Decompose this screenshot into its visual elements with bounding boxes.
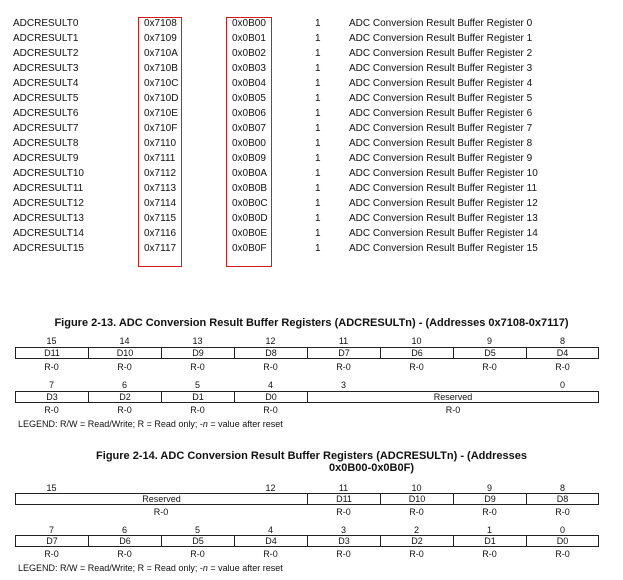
- bit-number: 11: [338, 483, 349, 493]
- register-name: ADCRESULT11: [13, 183, 84, 194]
- register-address: 0x7113: [144, 183, 177, 194]
- register-size: 1: [315, 108, 321, 119]
- bit-number: 12: [265, 483, 276, 493]
- register-address-alt: 0x0B04: [232, 78, 266, 89]
- access-type: R-0: [555, 362, 570, 372]
- register-address: 0x7116: [144, 228, 177, 239]
- bit-number: 0: [559, 525, 565, 535]
- access-type: R-0: [153, 507, 169, 517]
- register-description: ADC Conversion Result Buffer Register 13: [349, 213, 538, 224]
- register-size: 1: [315, 63, 321, 74]
- bit-field: D3: [308, 536, 381, 546]
- access-type: R-0: [117, 362, 132, 372]
- access-type: R-0: [44, 362, 59, 372]
- register-size: 1: [315, 123, 321, 134]
- bit-number: 7: [48, 525, 54, 535]
- register-address-alt: 0x0B0A: [232, 168, 268, 179]
- register-name: ADCRESULT15: [13, 243, 84, 254]
- register-description: ADC Conversion Result Buffer Register 9: [349, 153, 533, 164]
- bit-number: 15: [46, 336, 57, 346]
- register-address: 0x710F: [144, 123, 178, 134]
- bit-number: 10: [411, 336, 422, 346]
- register-description: ADC Conversion Result Buffer Register 5: [349, 93, 533, 104]
- table-row: [0, 108, 623, 123]
- bit-number: 4: [267, 380, 273, 390]
- access-type: R-0: [44, 549, 59, 559]
- bit-number: 2: [413, 525, 419, 535]
- register-name: ADCRESULT0: [13, 18, 79, 29]
- register-address-alt: 0x0B01: [232, 33, 266, 44]
- bit-number: 9: [486, 483, 492, 493]
- register-address-alt: 0x0B0C: [232, 198, 268, 209]
- register-size: 1: [315, 198, 321, 209]
- bit-field: D9: [454, 494, 527, 504]
- register-size: 1: [315, 168, 321, 179]
- register-address: 0x7109: [144, 33, 177, 44]
- register-size: 1: [315, 93, 321, 104]
- register-description: ADC Conversion Result Buffer Register 2: [349, 48, 533, 59]
- bitfield-row: [15, 535, 599, 547]
- bit-field: D2: [381, 536, 454, 546]
- access-type: R-0: [263, 405, 278, 415]
- access-type: R-0: [117, 549, 132, 559]
- register-address: 0x7110: [144, 138, 177, 149]
- register-address-alt: 0x0B02: [232, 48, 266, 59]
- register-address-alt: 0x0B05: [232, 93, 266, 104]
- figure-2-14-title: Figure 2-14. ADC Conversion Result Buffer Registers (ADCRESULTn) - (Addresses: [96, 450, 527, 462]
- bit-field: D0: [235, 392, 308, 402]
- register-size: 1: [315, 153, 321, 164]
- register-description: ADC Conversion Result Buffer Register 15: [349, 243, 538, 254]
- bit-field: D7: [16, 536, 89, 546]
- access-type: R-0: [190, 405, 205, 415]
- register-name: ADCRESULT4: [13, 78, 79, 89]
- bit-number: 5: [194, 525, 200, 535]
- bit-number: 0: [559, 380, 565, 390]
- register-size: 1: [315, 78, 321, 89]
- register-description: ADC Conversion Result Buffer Register 12: [349, 198, 538, 209]
- register-address: 0x710A: [144, 48, 178, 59]
- register-name: ADCRESULT10: [13, 168, 84, 179]
- figure-2-13-legend: LEGEND: R/W = Read/Write; R = Read only; -n = value after reset: [18, 419, 283, 429]
- bit-field: D10: [381, 494, 454, 504]
- table-row: [0, 78, 623, 93]
- access-type: R-0: [409, 362, 424, 372]
- table-row: [0, 198, 623, 213]
- bit-number: 9: [486, 336, 492, 346]
- access-type: R-0: [409, 549, 424, 559]
- register-name: ADCRESULT1: [13, 33, 79, 44]
- register-name: ADCRESULT2: [13, 48, 79, 59]
- register-description: ADC Conversion Result Buffer Register 14: [349, 228, 538, 239]
- register-description: ADC Conversion Result Buffer Register 3: [349, 63, 533, 74]
- register-address-alt: 0x0B0E: [232, 228, 268, 239]
- bit-field: D11: [16, 348, 89, 358]
- bitfield-row: [15, 347, 599, 359]
- register-name: ADCRESULT9: [13, 153, 79, 164]
- register-name: ADCRESULT13: [13, 213, 84, 224]
- table-row: [0, 63, 623, 78]
- access-type: R-0: [409, 507, 424, 517]
- access-type: R-0: [555, 507, 570, 517]
- register-address: 0x710B: [144, 63, 178, 74]
- bit-number: 8: [559, 483, 565, 493]
- access-type: R-0: [190, 362, 205, 372]
- access-type: R-0: [482, 507, 497, 517]
- bitfield-row: [15, 391, 599, 403]
- register-name: ADCRESULT12: [13, 198, 84, 209]
- table-row: [0, 183, 623, 198]
- register-size: 1: [315, 228, 321, 239]
- register-address: 0x710C: [144, 78, 179, 89]
- register-name: ADCRESULT7: [13, 123, 79, 134]
- table-row: [0, 168, 623, 183]
- table-row: [0, 93, 623, 108]
- register-address-alt: 0x0B07: [232, 123, 266, 134]
- bit-number: 6: [121, 380, 127, 390]
- access-type: R-0: [336, 549, 351, 559]
- bit-field: D6: [89, 536, 162, 546]
- register-description: ADC Conversion Result Buffer Register 11: [349, 183, 538, 194]
- bit-number: 7: [48, 380, 54, 390]
- bit-field: D1: [454, 536, 527, 546]
- register-description: ADC Conversion Result Buffer Register 0: [349, 18, 533, 29]
- register-size: 1: [315, 33, 321, 44]
- register-address-alt: 0x0B00: [232, 18, 266, 29]
- register-name: ADCRESULT3: [13, 63, 79, 74]
- reserved-field: Reserved: [433, 392, 473, 402]
- bit-number: 3: [340, 380, 346, 390]
- bit-field: D2: [89, 392, 162, 402]
- bit-field: D6: [381, 348, 454, 358]
- access-type: R-0: [263, 362, 278, 372]
- access-type: R-0: [445, 405, 461, 415]
- bit-field: D4: [556, 348, 569, 358]
- reserved-field: Reserved: [16, 494, 308, 504]
- bit-number: 12: [265, 336, 276, 346]
- register-name: ADCRESULT14: [13, 228, 84, 239]
- register-address-alt: 0x0B09: [232, 153, 266, 164]
- table-row: [0, 33, 623, 48]
- register-name: ADCRESULT5: [13, 93, 79, 104]
- table-row: [0, 243, 623, 258]
- register-address: 0x710E: [144, 108, 178, 119]
- register-address-alt: 0x0B06: [232, 108, 266, 119]
- access-type: R-0: [482, 362, 497, 372]
- bit-number: 15: [46, 483, 57, 493]
- figure-2-13-title: Figure 2-13. ADC Conversion Result Buffer Registers (ADCRESULTn) - (Addresses 0x7108-0x7117): [54, 317, 569, 329]
- table-row: [0, 138, 623, 153]
- bit-field: D0: [556, 536, 569, 546]
- access-type: R-0: [482, 549, 497, 559]
- table-row: [0, 123, 623, 138]
- bit-field: D11: [308, 494, 381, 504]
- bit-field: D10: [89, 348, 162, 358]
- register-size: 1: [315, 18, 321, 29]
- table-row: [0, 48, 623, 63]
- register-address-alt: 0x0B0F: [232, 243, 267, 254]
- register-address: 0x7115: [144, 213, 177, 224]
- bit-field: D5: [162, 536, 235, 546]
- bit-field: D8: [556, 494, 569, 504]
- bit-field: D7: [308, 348, 381, 358]
- figure-2-14-title-cont: 0x0B00-0x0B0F): [329, 462, 414, 474]
- access-type: R-0: [44, 405, 59, 415]
- register-size: 1: [315, 213, 321, 224]
- bit-field: D1: [162, 392, 235, 402]
- register-address-alt: 0x0B00: [232, 138, 266, 149]
- table-row: [0, 18, 623, 33]
- bit-number: 14: [119, 336, 130, 346]
- bit-number: 8: [559, 336, 565, 346]
- bit-number: 4: [267, 525, 273, 535]
- register-address: 0x7117: [144, 243, 177, 254]
- register-address-alt: 0x0B0B: [232, 183, 268, 194]
- bit-number: 1: [486, 525, 492, 535]
- register-description: ADC Conversion Result Buffer Register 8: [349, 138, 533, 149]
- bit-field: D8: [235, 348, 308, 358]
- register-address-alt: 0x0B03: [232, 63, 266, 74]
- bit-field: D3: [16, 392, 89, 402]
- bit-number: 3: [340, 525, 346, 535]
- register-size: 1: [315, 138, 321, 149]
- access-type: R-0: [117, 405, 132, 415]
- table-row: [0, 228, 623, 243]
- bit-number: 11: [338, 336, 349, 346]
- access-type: R-0: [336, 362, 351, 372]
- register-address: 0x7108: [144, 18, 177, 29]
- register-address: 0x7114: [144, 198, 177, 209]
- register-size: 1: [315, 183, 321, 194]
- access-type: R-0: [190, 549, 205, 559]
- bit-field: D9: [162, 348, 235, 358]
- access-type: R-0: [263, 549, 278, 559]
- table-row: [0, 213, 623, 228]
- register-description: ADC Conversion Result Buffer Register 4: [349, 78, 533, 89]
- access-type: R-0: [555, 549, 570, 559]
- bitfield-row: [15, 493, 599, 505]
- access-type: R-0: [336, 507, 351, 517]
- bit-number: 6: [121, 525, 127, 535]
- register-description: ADC Conversion Result Buffer Register 10: [349, 168, 538, 179]
- register-name: ADCRESULT8: [13, 138, 79, 149]
- bit-number: 5: [194, 380, 200, 390]
- table-row: [0, 153, 623, 168]
- bit-field: D5: [454, 348, 527, 358]
- register-address: 0x7111: [144, 153, 176, 164]
- register-name: ADCRESULT6: [13, 108, 79, 119]
- register-description: ADC Conversion Result Buffer Register 6: [349, 108, 533, 119]
- register-address: 0x7112: [144, 168, 177, 179]
- bit-number: 10: [411, 483, 422, 493]
- register-address-alt: 0x0B0D: [232, 213, 268, 224]
- figure-2-14-legend: LEGEND: R/W = Read/Write; R = Read only; -n = value after reset: [18, 563, 283, 573]
- bit-field: D4: [235, 536, 308, 546]
- register-address: 0x710D: [144, 93, 179, 104]
- bit-number: 13: [192, 336, 203, 346]
- register-description: ADC Conversion Result Buffer Register 1: [349, 33, 533, 44]
- register-size: 1: [315, 243, 321, 254]
- register-description: ADC Conversion Result Buffer Register 7: [349, 123, 533, 134]
- register-size: 1: [315, 48, 321, 59]
